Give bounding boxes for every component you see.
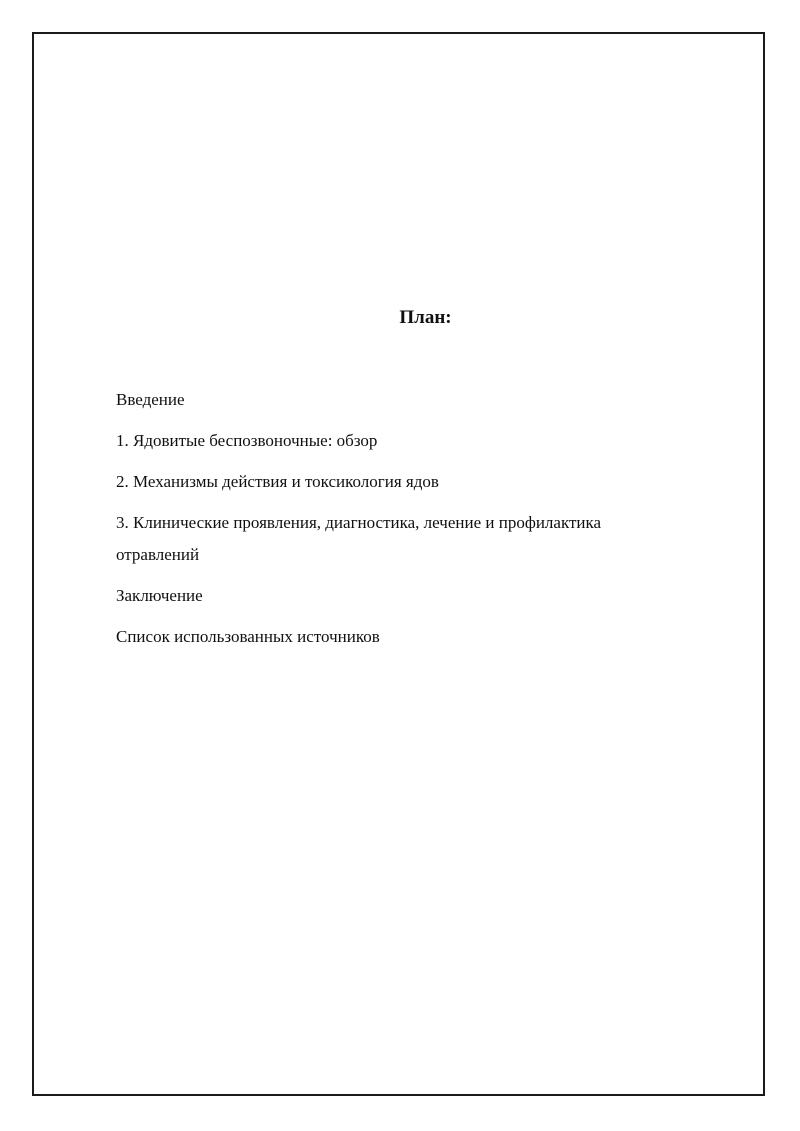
- toc-item-section-3: 3. Клинические проявления, диагностика, лечение и профилактика отравлений: [116, 513, 602, 564]
- toc-item-conclusion: Заключение: [116, 586, 203, 605]
- table-of-contents: [116, 384, 676, 662]
- plan-heading: План:: [399, 307, 452, 328]
- toc-item-section-2: 2. Механизмы действия и токсикология ядов: [116, 472, 439, 491]
- toc-item-section-1: 1. Ядовитые беспозвоночные: обзор: [116, 431, 378, 450]
- toc-item-introduction: Введение: [116, 390, 185, 409]
- page-border-frame: [32, 32, 765, 1096]
- toc-item-references: Список использованных источников: [116, 627, 380, 646]
